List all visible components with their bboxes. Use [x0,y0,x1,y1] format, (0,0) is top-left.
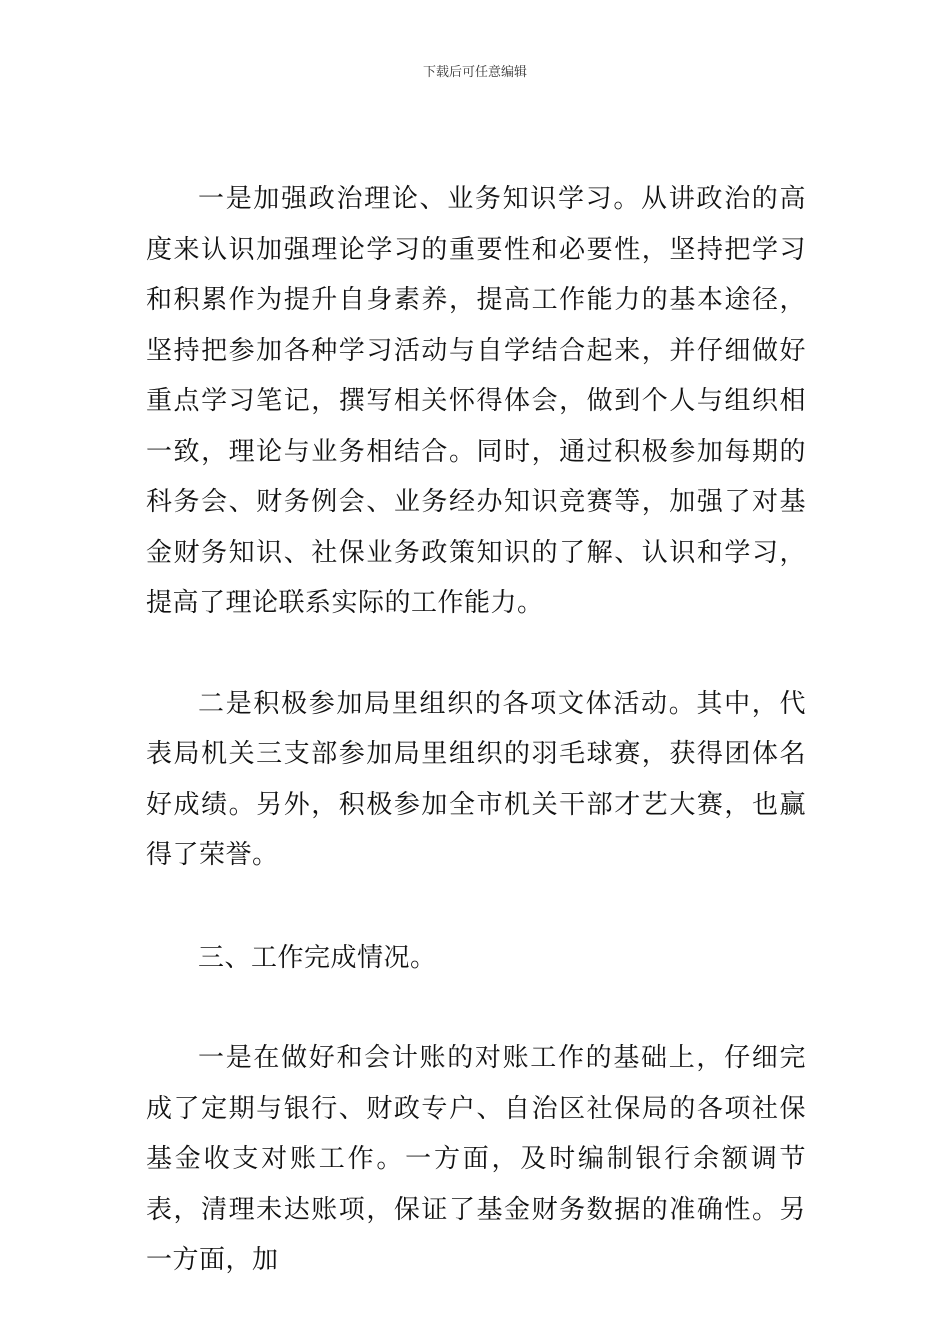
paragraph-spacer [146,629,806,679]
paragraph-reconciliation: 一是在做好和会计账的对账工作的基础上，仔细完成了定期与银行、财政专户、自治区社保局的各项社保基金收支对账工作。一方面，及时编制银行余额调节表，清理未达账项，保证了基金财务数据的准确性。另一方面，加 [146,1043,806,1275]
paragraph-spacer [146,983,806,1033]
section-heading: 三、工作完成情况。 [198,942,437,973]
document-body [146,174,806,1286]
header-note: 下载后可任意编辑 [422,65,527,80]
paragraph-study: 一是加强政治理论、业务知识学习。从讲政治的高度来认识加强理论学习的重要性和必要性，坚持把学习和积累作为提升自身素养，提高工作能力的基本途径，坚持把参加各种学习活动与自学结合起来，并仔细做好重点学习笔记，撰写相关怀得体会，做到个人与组织相一致，理论与业务相结合。同时，通过积极参加每期的科务会、财务例会、业务经办知识竞赛等，加强了对基金财务知识、社保业务政策知识的了解、认识和学习，提高了理论联系实际的工作能力。 [146,184,806,618]
paragraph-activities: 二是积极参加局里组织的各项文体活动。其中，代表局机关三支部参加局里组织的羽毛球赛，获得团体名好成绩。另外，积极参加全市机关干部才艺大赛，也赢得了荣誉。 [146,688,806,870]
paragraph-spacer [146,881,806,933]
